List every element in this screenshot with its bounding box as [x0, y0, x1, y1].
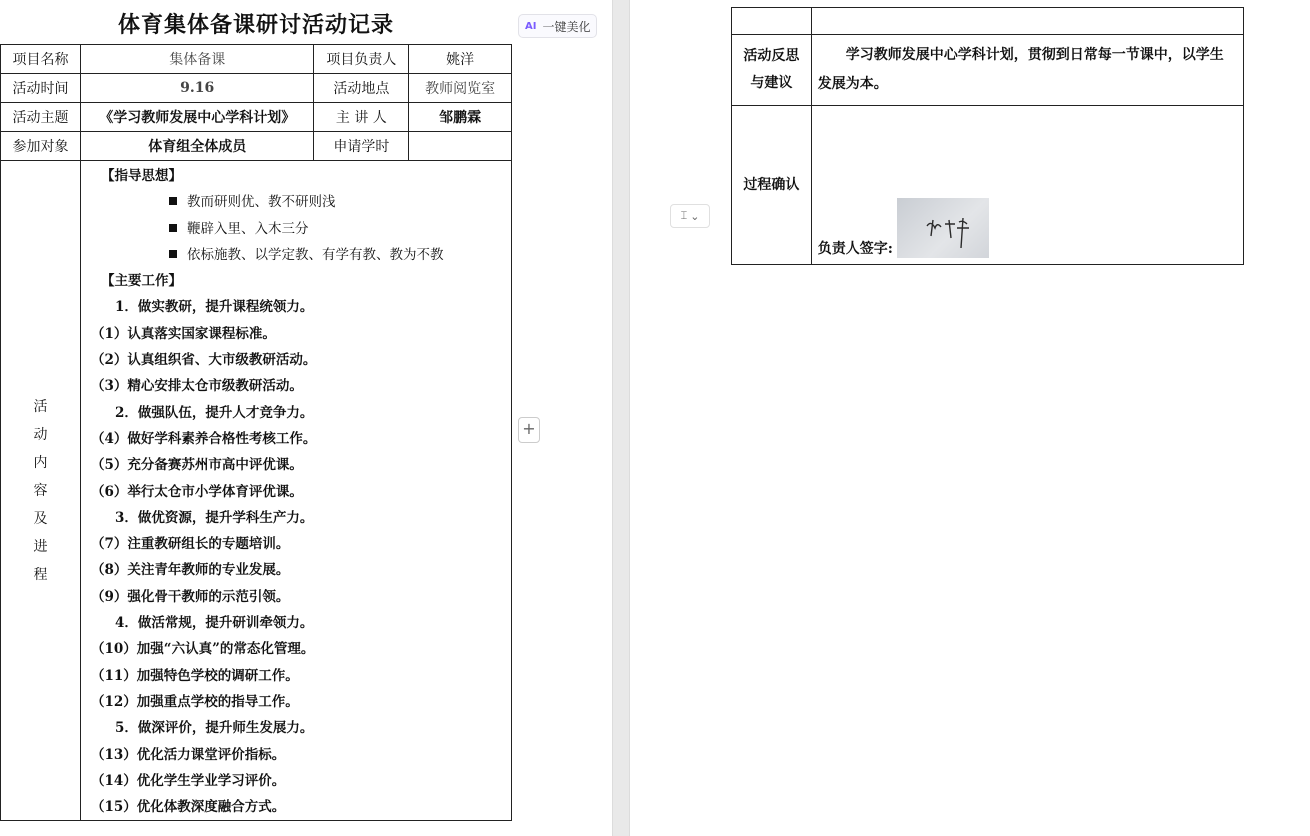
speaker-label: 主 讲 人: [314, 103, 409, 132]
work-item: （9）强化骨干教师的示范引领。: [91, 588, 290, 605]
target-value[interactable]: 体育组全体成员: [81, 132, 314, 161]
work-section-heading: 2．做强队伍，提升人才竞争力。: [115, 404, 314, 421]
work-section-heading: 1．做实教研，提升课程统领力。: [115, 299, 314, 316]
empty-cell: [732, 8, 812, 35]
leader-value[interactable]: 姚洋: [409, 45, 512, 74]
work-item: （6）举行太仓市小学体育评优课。: [91, 483, 303, 500]
place-label: 活动地点: [314, 74, 409, 103]
work-item: （8）关注青年教师的专业发展。: [91, 562, 290, 579]
work-section-heading: 5．做深评价，提升师生发展力。: [115, 720, 314, 737]
work-section-heading: 3．做优资源，提升学科生产力。: [115, 509, 314, 526]
table-row: [1, 132, 512, 161]
signature-label: 负责人签字:: [817, 241, 893, 257]
work-item: （12）加强重点学校的指导工作。: [91, 693, 299, 710]
confirm-cell[interactable]: [811, 106, 1243, 265]
guiding-title: 【指导思想】: [101, 168, 183, 184]
ai-beautify-button[interactable]: [518, 14, 597, 38]
frame-toolbar-button[interactable]: [670, 204, 710, 228]
main-work-title: 【主要工作】: [101, 273, 183, 290]
work-item: （13）优化活力课堂评价指标。: [91, 746, 286, 763]
side-label-char: 内: [33, 454, 48, 471]
page-separator: [612, 0, 630, 836]
square-bullet-icon: [169, 224, 177, 232]
work-item: （7）注重教研组长的专题培训。: [91, 536, 290, 553]
work-item: （2）认真组织省、大市级教研活动。: [91, 352, 317, 369]
work-section-heading: 4．做活常规，提升研训牵领力。: [115, 615, 314, 632]
bullet-text: 鞭辟入里、入木三分: [187, 220, 309, 237]
side-label-char: 活: [33, 398, 48, 415]
work-item: （11）加强特色学校的调研工作。: [91, 667, 299, 684]
table-row: [1, 74, 512, 103]
handwritten-signature: [897, 198, 989, 258]
guiding-bullet: [81, 242, 511, 268]
theme-value[interactable]: 《学习教师发展中心学科计划》: [81, 103, 314, 132]
signature-area: [818, 198, 989, 258]
table-row: [732, 8, 1244, 35]
frame-icon: ⌶: [680, 209, 688, 222]
side-label-char: 动: [33, 426, 48, 443]
square-bullet-icon: [169, 197, 177, 205]
reflection-label-line: 与建议: [750, 75, 793, 91]
activity-content-cell[interactable]: [81, 161, 512, 821]
project-name-value[interactable]: 集体备课: [81, 45, 314, 74]
work-item: （5）充分备赛苏州市高中评优课。: [91, 457, 303, 474]
confirm-label: 过程确认: [732, 106, 812, 265]
reflection-text[interactable]: 学习教师发展中心学科计划，贯彻到日常每一节课中，以学生发展为本。: [811, 35, 1243, 106]
bullet-text: 教而研则优、教不研则浅: [187, 194, 336, 211]
record-table-continued: [731, 7, 1244, 265]
empty-cell[interactable]: [811, 8, 1243, 35]
reflection-label: [732, 35, 812, 106]
work-item: （15）优化体教深度融合方式。: [91, 799, 286, 816]
side-label-char: 进: [33, 538, 48, 555]
side-label-char: 程: [33, 566, 48, 583]
leader-label: 项目负责人: [314, 45, 409, 74]
reflection-label-line: 活动反思: [743, 48, 800, 64]
record-table: [0, 44, 512, 821]
ai-beautify-label: 一键美化: [542, 19, 591, 34]
work-item: （3）精心安排太仓市级教研活动。: [91, 378, 303, 395]
guiding-bullet: [81, 189, 511, 215]
bullet-text: 依标施教、以学定教、有学有教、教为不教: [187, 246, 444, 263]
place-value[interactable]: 教师阅览室: [409, 74, 512, 103]
work-item: （14）优化学生学业学习评价。: [91, 772, 286, 789]
table-row: [1, 103, 512, 132]
theme-label: 活动主题: [1, 103, 81, 132]
time-label: 活动时间: [1, 74, 81, 103]
hours-value[interactable]: [409, 132, 512, 161]
table-row: [1, 161, 512, 821]
guiding-bullet: [81, 216, 511, 242]
ai-icon: AI: [525, 20, 537, 32]
left-page: [0, 0, 612, 836]
speaker-value[interactable]: 邹鹏霖: [409, 103, 512, 132]
document-title: 体育集体备课研讨活动记录: [117, 12, 394, 38]
project-name-label: 项目名称: [1, 45, 81, 74]
table-row: [732, 106, 1244, 265]
add-block-button[interactable]: +: [518, 417, 540, 443]
table-row: [732, 35, 1244, 106]
work-item: （1）认真落实国家课程标准。: [91, 325, 276, 342]
hours-label: 申请学时: [314, 132, 409, 161]
square-bullet-icon: [169, 250, 177, 258]
signature-image[interactable]: [897, 198, 989, 258]
activity-content-label: [1, 161, 81, 821]
work-item: （10）加强“六认真”的常态化管理。: [91, 641, 315, 658]
work-item: （4）做好学科素养合格性考核工作。: [91, 430, 317, 447]
right-page: [630, 0, 1310, 836]
side-label-char: 及: [33, 510, 48, 527]
time-value[interactable]: 9.16: [81, 74, 314, 103]
target-label: 参加对象: [1, 132, 81, 161]
side-label-char: 容: [33, 482, 48, 499]
chevron-down-icon: ⌄: [690, 209, 700, 223]
table-row: [1, 45, 512, 74]
